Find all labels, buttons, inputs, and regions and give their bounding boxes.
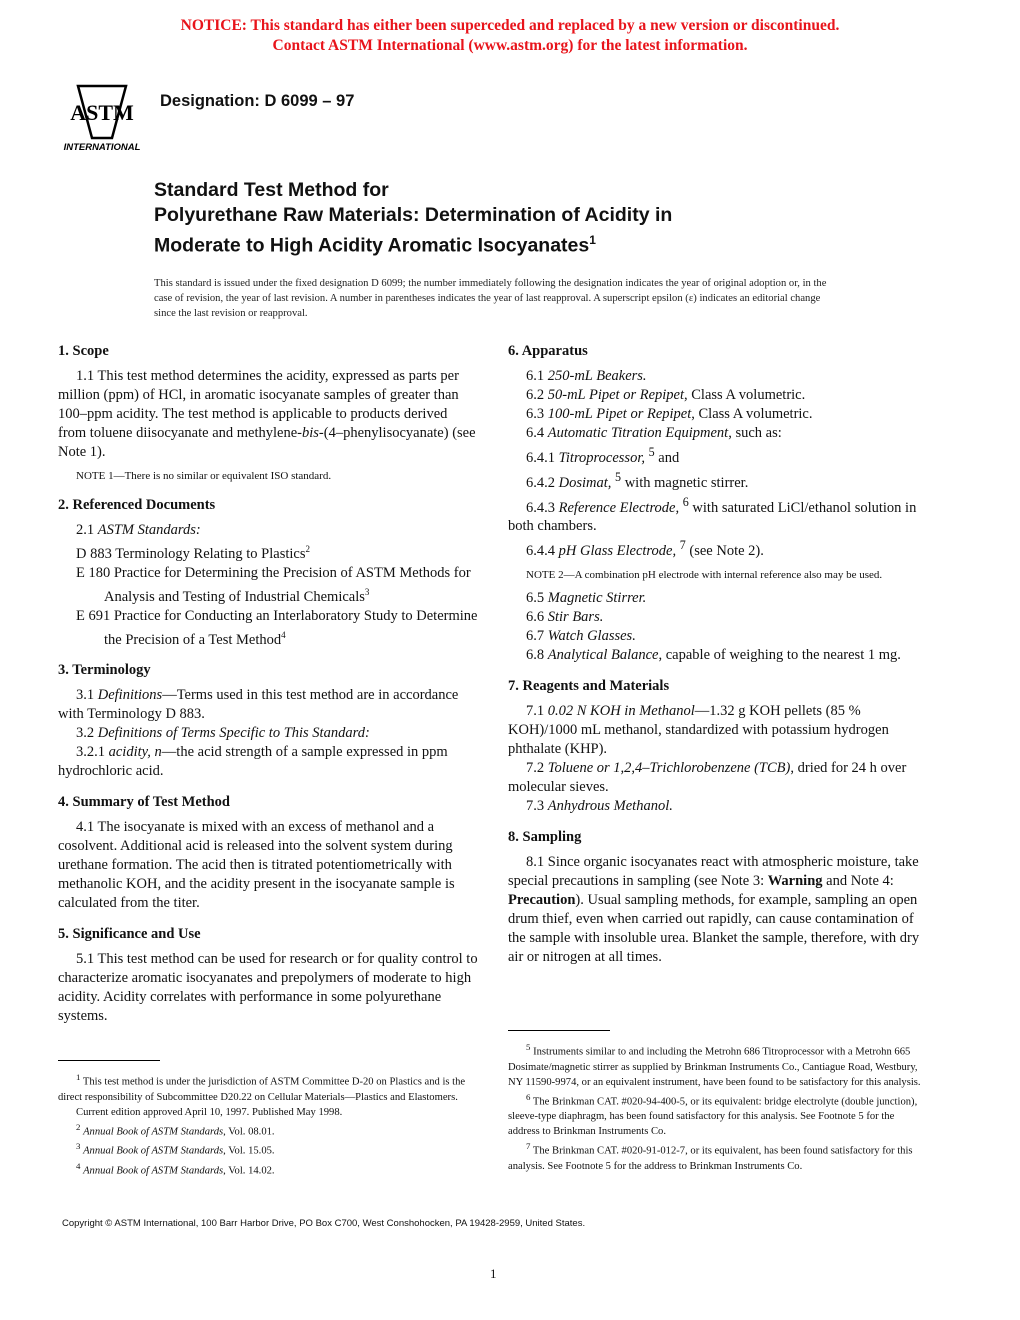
significance-text: 5.1 This test method can be used for research or for quality control to characterize aromatic isocyanates and prepolymers of moderate to high acidity. Acidity correlates with performance in some polyurethane systems.	[58, 951, 478, 1025]
reagent-7-1: 7.1 0.02 N KOH in Methanol—1.32 g KOH pellets (85 % KOH)/1000 mL methanol, standardized with potassium hydrogen phthalate (KHP).	[508, 703, 889, 758]
astm-logo	[60, 78, 144, 152]
footnotes-right	[508, 1040, 928, 1174]
notice-line-1: NOTICE: This standard has either been superceded and replaced by a new version or discontinued.	[180, 17, 840, 34]
section-3-heading: 3. Terminology	[58, 662, 151, 679]
left-column	[58, 342, 478, 1026]
reagent-7-2: 7.2 Toluene or 1,2,4–Trichlorobenzene (TCB), dried for 24 h over molecular sieves.	[508, 760, 907, 796]
apparatus-6-3: 6.3 100-mL Pipet or Repipet, Class A volumetric.	[526, 406, 813, 422]
section-1-heading: 1. Scope	[58, 343, 109, 359]
apparatus-6-7: 6.7 Watch Glasses.	[526, 628, 636, 645]
footnote-5: $^5$ Instruments similar to and including the Metrohn 686 Titroprocessor with a Metrohn 665 Dosimate/magnetic stirrer as supplied by Brinkman Instruments Co., Cantiague Road, Westbury, NY 11590-9974, or an equivalent instrument, have been found to be satisfactory for this analysis.	[508, 1042, 921, 1088]
designation: Designation: D 6099 – 97	[160, 92, 355, 110]
apparatus-6-8: 6.8 Analytical Balance, capable of weighing to the nearest 1 mg.	[526, 647, 901, 664]
notice-line-2: Contact ASTM International (www.astm.org) for the latest information.	[272, 37, 748, 54]
reagent-7-3: 7.3 Anhydrous Methanol.	[526, 798, 673, 815]
reference-e180: E 180 Practice for Determining the Precision of ASTM Methods for Analysis and Testing of Industrial Chemicals$^3$	[76, 564, 471, 605]
reference-e691: E 691 Practice for Conducting an Interlaboratory Study to Determine the Precision of a Test Method$^4$	[76, 607, 478, 648]
section-5-heading: 5. Significance and Use	[58, 926, 201, 943]
summary-text: 4.1 The isocyanate is mixed with an excess of methanol and a cosolvent. Additional acid is released into the solvent system during urethane formation. The acid then is titrated potentiometrically with methanolic KOH, and the acidity present in the isocyanate sample is calculated from the titer.	[58, 819, 455, 912]
issuance-statement: This standard is issued under the fixed designation D 6099; the number immediately following the designation indicates the year of original adoption or, in the case of revision, the year of last revision. A number in parentheses indicates the year of last reapproval. A superscript epsilon (ε) indicates an editorial change since the last revision or reapproval.	[154, 278, 827, 319]
copyright: Copyright © ASTM International, 100 Barr Harbor Drive, PO Box C700, West Conshohocken, PA 19428-2959, United States.	[62, 1218, 586, 1229]
page-number: 1	[490, 1266, 497, 1281]
note-2: NOTE 2—A combination pH electrode with internal reference also may be used.	[526, 569, 883, 582]
reference-d883: D 883 Terminology Relating to Plastics$^2$	[76, 544, 310, 562]
acidity-definition: 3.2.1 acidity, n—the acid strength of a sample expressed in ppm hydrochloric acid.	[58, 744, 448, 780]
footnote-1: $^1$ This test method is under the jurisdiction of ASTM Committee D-20 on Plastics and is the direct responsibility of Subcommittee D20.22 on Cellular Materials—Plastics and Elastomers.	[58, 1072, 466, 1103]
footnote-3: $^3$ Annual Book of ASTM Standards, Vol. 15.05.	[76, 1141, 275, 1157]
title-line-3: Moderate to High Acidity Aromatic Isocyanates	[154, 234, 590, 257]
footnotes-left	[58, 1070, 478, 1178]
apparatus-6-4: 6.4 Automatic Titration Equipment, such as:	[526, 425, 782, 441]
sampling-text: 8.1 Since organic isocyanates react with atmospheric moisture, take special precautions in sampling (see Note 3: Warning and Note 4: Precaution). Usual sampling methods, for example, sampling an open drum thief, even when carried out rapidly, can cause contamination of the sample with insoluble urea. Blanket the sample, therefore, with dry air or nitrogen at all times.	[508, 854, 920, 966]
astm-standards-label: 2.1 ASTM Standards:	[76, 522, 201, 538]
apparatus-6-5: 6.5 Magnetic Stirrer.	[526, 590, 647, 607]
apparatus-6-4-1: 6.4.1 Titroprocessor, $^5$ and	[526, 445, 680, 466]
apparatus-6-2: 6.2 50-mL Pipet or Repipet, Class A volumetric.	[526, 387, 806, 403]
note-1: NOTE 1—There is no similar or equivalent ISO standard.	[76, 470, 332, 482]
apparatus-6-4-3: 6.4.3 Reference Electrode, $^6$ with saturated LiCl/ethanol solution in both chambers.	[508, 494, 917, 535]
definitions-specific-label: 3.2 Definitions of Terms Specific to This Standard:	[76, 725, 370, 742]
section-8-heading: 8. Sampling	[508, 829, 582, 846]
svg-text:INTERNATIONAL: INTERNATIONAL	[63, 142, 141, 152]
title-line-1: Standard Test Method for	[154, 179, 389, 201]
footnote-rule-right	[508, 1030, 610, 1031]
section-4-heading: 4. Summary of Test Method	[58, 794, 230, 811]
title-line-2: Polyurethane Raw Materials: Determination of Acidity in	[154, 204, 673, 226]
apparatus-6-4-4: 6.4.4 pH Glass Electrode, $^7$ (see Note 2).	[526, 538, 764, 560]
footnote-6: $^6$ The Brinkman CAT. #020-94-400-5, or its equivalent: bridge electrolyte (double junction), sleeve-type diaphragm, has been found satisfactory for this analysis. See Footnote 5 for the address to Brinkman Instruments Co.	[508, 1091, 918, 1138]
title-footnote-marker: 1	[589, 233, 596, 247]
footnote-2: $^2$ Annual Book of ASTM Standards, Vol. 08.01.	[76, 1121, 275, 1138]
footnote-7: $^7$ The Brinkman CAT. #020-91-012-7, or its equivalent, has been found satisfactory for this analysis. See Footnote 5 for the address to Brinkman Instruments Co.	[508, 1141, 913, 1172]
footnote-4: $^4$ Annual Book of ASTM Standards, Vol. 14.02.	[76, 1160, 275, 1177]
section-6-heading: 6. Apparatus	[508, 343, 588, 359]
section-2-heading: 2. Referenced Documents	[58, 497, 216, 513]
apparatus-6-6: 6.6 Stir Bars.	[526, 609, 604, 626]
section-7-heading: 7. Reagents and Materials	[508, 678, 670, 695]
definitions-text: 3.1 Definitions—Terms used in this test method are in accordance with Terminology D 883.	[58, 687, 459, 723]
right-column	[508, 342, 928, 967]
footnote-1-current-edition: Current edition approved April 10, 1997. Published May 1998.	[76, 1106, 343, 1118]
document-title	[154, 178, 672, 259]
svg-text:ASTM: ASTM	[70, 100, 134, 125]
apparatus-6-1: 6.1 250-mL Beakers.	[526, 368, 647, 384]
scope-text: 1.1 This test method determines the acidity, expressed as parts per million (ppm) of HCl, in aromatic isocyanate samples of greater than 100–ppm acidity. The test method is applicable to products derived from toluene diisocyanate and methylene-bis-(4–phenylisocyanate) (see Note 1).	[58, 368, 476, 460]
footnote-rule-left	[58, 1060, 160, 1061]
apparatus-6-4-2: 6.4.2 Dosimat, $^5$ with magnetic stirrer.	[526, 469, 749, 491]
